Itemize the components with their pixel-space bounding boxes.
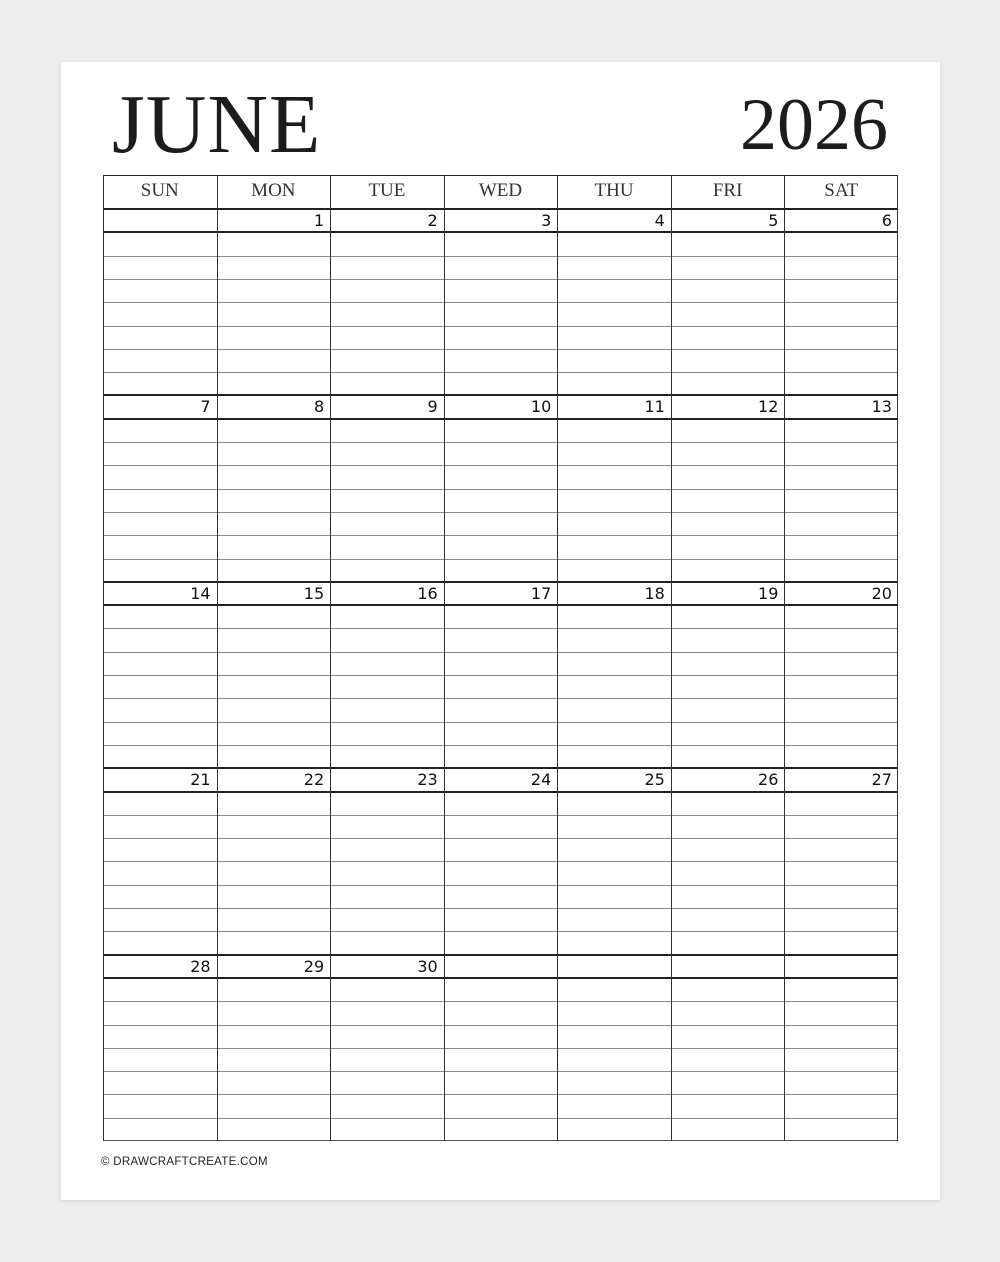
day-cell[interactable] [784,792,898,955]
date-row-underline [103,604,898,606]
day-number: 7 [200,397,211,417]
day-number: 29 [303,956,325,976]
writing-line [103,256,898,257]
day-number: 14 [190,583,211,603]
day-number: 3 [541,211,552,230]
day-cell[interactable] [444,232,558,395]
day-cell[interactable] [103,232,217,395]
weekday-header-sat: SAT [824,180,859,201]
column-divider [557,175,558,1141]
writing-line [103,908,898,909]
day-number [557,955,671,978]
day-number: 27 [871,770,892,790]
day-cell[interactable] [217,792,331,955]
day-number [444,955,558,978]
writing-line [103,675,898,676]
day-cell[interactable] [784,232,898,395]
writing-line [103,279,898,280]
day-cell[interactable] [444,978,558,1141]
writing-line [103,745,898,746]
day-number: 16 [417,583,438,603]
day-number: 17 [530,583,552,603]
writing-line [103,931,898,932]
day-cell[interactable] [444,419,558,582]
writing-line [103,442,898,443]
day-cell[interactable] [557,419,671,582]
day-number: 21 [190,770,211,790]
writing-line [103,349,898,350]
day-number: 15 [303,583,325,603]
day-cell[interactable] [784,419,898,582]
writing-line [103,698,898,699]
day-number: 1 [313,211,325,230]
writing-line [103,1001,898,1002]
day-cell[interactable] [217,978,331,1141]
day-number [103,209,217,232]
day-cell[interactable] [671,978,785,1141]
day-number: 10 [530,397,552,417]
writing-line [103,1048,898,1049]
day-number: 23 [417,770,438,790]
day-number: 28 [190,956,211,976]
column-divider [330,175,331,1141]
day-number: 9 [427,397,438,417]
day-number: 24 [530,770,552,790]
date-row-underline [103,418,898,420]
writing-line [103,465,898,466]
weekday-header-sun: SUN [140,180,179,201]
weekday-header-thu: THU [594,180,634,201]
writing-line [103,1094,898,1095]
day-cell[interactable] [444,605,558,768]
writing-line [103,838,898,839]
writing-line [103,1118,898,1119]
date-row-underline [103,231,898,233]
writing-line [103,559,898,560]
day-cell[interactable] [103,605,217,768]
writing-line [103,652,898,653]
day-cell[interactable] [330,419,444,582]
writing-line [103,1071,898,1072]
day-cell[interactable] [444,792,558,955]
writing-line [103,722,898,723]
column-divider [671,175,672,1141]
day-cell[interactable] [103,419,217,582]
day-number: 5 [768,211,779,230]
day-number: 19 [758,583,779,603]
day-number: 26 [758,770,779,790]
date-row-underline [103,791,898,793]
grid-top-border [103,175,898,176]
column-divider [103,175,104,1141]
day-cell[interactable] [103,792,217,955]
copyright-footer: © DRAWCRAFTCREATE.COM [101,1156,268,1168]
writing-line [103,302,898,303]
day-cell[interactable] [671,232,785,395]
date-row-underline [103,977,898,979]
column-divider [897,175,898,1141]
day-number [784,955,898,978]
day-cell[interactable] [671,419,785,582]
day-cell[interactable] [330,978,444,1141]
day-cell[interactable] [671,792,785,955]
day-number: 8 [313,397,325,417]
day-cell[interactable] [330,605,444,768]
column-divider [784,175,785,1141]
writing-line [103,326,898,327]
day-cell[interactable] [217,605,331,768]
weekday-header-fri: FRI [712,180,743,201]
day-number: 4 [654,211,665,230]
calendar-grid [103,175,898,1141]
day-cell[interactable] [784,605,898,768]
day-number: 12 [758,397,779,417]
day-cell[interactable] [784,978,898,1141]
writing-line [103,535,898,536]
day-cell[interactable] [557,978,671,1141]
day-number: 11 [644,397,665,417]
writing-line [103,512,898,513]
day-number: 30 [417,956,438,976]
day-cell[interactable] [103,978,217,1141]
day-number [671,955,785,978]
day-cell[interactable] [330,232,444,395]
day-number: 13 [871,397,892,417]
writing-line [103,861,898,862]
day-number: 18 [644,583,665,603]
day-cell[interactable] [557,792,671,955]
weekday-header-wed: WED [478,180,523,201]
day-cell[interactable] [557,232,671,395]
writing-line [103,628,898,629]
writing-line [103,1025,898,1026]
writing-line [103,372,898,373]
column-divider [217,175,218,1141]
day-number: 25 [644,770,665,790]
writing-line [103,815,898,816]
day-number: 20 [871,583,892,603]
writing-line [103,885,898,886]
day-cell[interactable] [557,605,671,768]
writing-line [103,489,898,490]
weekday-header-tue: TUE [368,180,406,201]
day-cell[interactable] [671,605,785,768]
day-number: 2 [427,211,438,230]
year-title: 2026 [740,84,888,166]
day-number: 22 [303,770,325,790]
day-cell[interactable] [217,232,331,395]
month-title: JUNE [112,78,322,171]
day-cell[interactable] [330,792,444,955]
day-cell[interactable] [217,419,331,582]
weekday-header-mon: MON [251,180,296,201]
column-divider [444,175,445,1141]
day-number: 6 [881,211,892,230]
grid-bottom-border [103,1140,898,1141]
